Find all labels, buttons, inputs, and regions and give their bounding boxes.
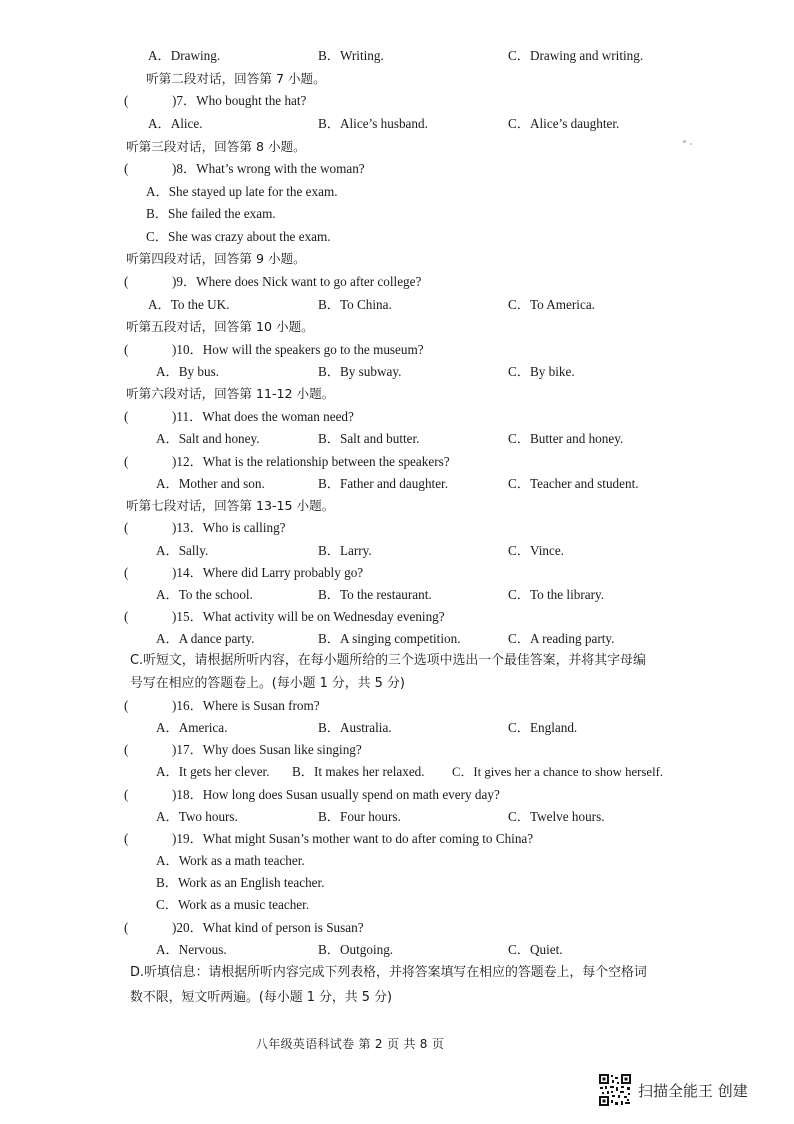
question-text: )8．What’s wrong with the woman? xyxy=(172,161,365,176)
question-text: )10．How will the speakers go to the museum? xyxy=(172,342,424,357)
option-b: B．It makes her relaxed. xyxy=(292,764,425,779)
option-c: C．A reading party. xyxy=(508,631,615,646)
option-a: A．Mother and son. xyxy=(156,476,265,491)
section-c-heading: C.听短文，请根据所听内容，在每小题所给的三个选项中选出一个最佳答案，并将其字母编 xyxy=(130,653,646,668)
question-text: )13．Who is calling? xyxy=(172,520,286,535)
watermark-text: 扫描全能王 创建 xyxy=(638,1081,748,1100)
question-text: )11．What does the woman need? xyxy=(172,409,354,424)
answer-paren: ( xyxy=(124,342,129,357)
option-b: B．Salt and butter. xyxy=(318,431,420,446)
option-c: C．To America. xyxy=(508,297,595,312)
option-a: A．By bus. xyxy=(156,364,220,379)
section-instruction: 听第五段对话，回答第 10 小题。 xyxy=(126,319,314,334)
option-c: C．England. xyxy=(508,720,578,735)
option-c: C．Twelve hours. xyxy=(508,809,605,824)
option-a: A．Salt and honey. xyxy=(156,431,260,446)
question-13 xyxy=(124,519,286,537)
option-c: C．Butter and honey. xyxy=(508,431,624,446)
question-18 xyxy=(124,786,500,804)
answer-paren: ( xyxy=(124,742,129,757)
question-12 xyxy=(124,453,450,471)
answer-paren: ( xyxy=(124,831,129,846)
option-a: A．To the school. xyxy=(156,587,253,602)
section-d-heading: D.听填信息：请根据所听内容完成下列表格，并将答案填写在相应的答题卷上，每个空格词 xyxy=(130,965,647,980)
answer-paren: ( xyxy=(124,161,129,176)
option-b: B．To China. xyxy=(318,297,392,312)
answer-paren: ( xyxy=(124,409,129,424)
option-a: A．Sally. xyxy=(156,543,209,558)
page-footer: 八年级英语科试卷 第 2 页 共 8 页 xyxy=(256,1037,445,1051)
option-b: B．Larry. xyxy=(318,543,372,558)
question-text: )16．Where is Susan from? xyxy=(172,698,320,713)
question-text: )20．What kind of person is Susan? xyxy=(172,920,364,935)
option-c: C．Alice’s daughter. xyxy=(508,116,620,131)
question-17 xyxy=(124,741,362,759)
question-16 xyxy=(124,697,320,715)
option-b: B．Outgoing. xyxy=(318,942,394,957)
scan-speck xyxy=(683,140,686,143)
option-c: C．It gives her a chance to show herself. xyxy=(452,765,664,779)
question-text: )18．How long does Susan usually spend on math every day? xyxy=(172,787,500,802)
option-a: A．Nervous. xyxy=(156,942,227,957)
answer-paren: ( xyxy=(124,565,129,580)
option-c: C．To the library. xyxy=(508,587,605,602)
question-11 xyxy=(124,408,354,426)
section-instruction: 听第四段对话，回答第 9 小题。 xyxy=(126,251,306,266)
answer-paren: ( xyxy=(124,609,129,624)
option-c: C．Drawing and writing. xyxy=(508,48,644,63)
option-b: B．Writing. xyxy=(318,48,384,63)
question-19 xyxy=(124,830,533,848)
question-text: )15．What activity will be on Wednesday evening? xyxy=(172,609,445,624)
option-b: B．By subway. xyxy=(318,364,402,379)
question-text: )17．Why does Susan like singing? xyxy=(172,742,362,757)
answer-paren: ( xyxy=(124,93,129,108)
answer-paren: ( xyxy=(124,698,129,713)
option-b: B．A singing competition. xyxy=(318,631,461,646)
question-text: )7．Who bought the hat? xyxy=(172,93,307,108)
option-a: A．Drawing. xyxy=(148,48,221,63)
section-d-heading-line2: 数不限，短文听两遍。(每小题 1 分，共 5 分) xyxy=(130,990,392,1005)
question-8 xyxy=(124,160,365,178)
option-c: C．Teacher and student. xyxy=(508,476,639,491)
option-c: C．By bike. xyxy=(508,364,575,379)
question-text: )12．What is the relationship between the speakers? xyxy=(172,454,450,469)
question-14 xyxy=(124,564,363,582)
question-7 xyxy=(124,92,306,110)
option-a: A．Alice. xyxy=(148,116,203,131)
answer-paren: ( xyxy=(124,454,129,469)
option-b: B．Alice’s husband. xyxy=(318,116,428,131)
question-text: )9．Where does Nick want to go after college? xyxy=(172,274,422,289)
option-c: C．Quiet. xyxy=(508,942,563,957)
section-instruction: 听第二段对话，回答第 7 小题。 xyxy=(146,71,326,86)
option-c: C．Vince. xyxy=(508,543,564,558)
option-a: A．Work as a math teacher. xyxy=(156,853,305,868)
question-15 xyxy=(124,608,445,626)
option-a: A．Two hours. xyxy=(156,809,238,824)
answer-paren: ( xyxy=(124,274,129,289)
answer-paren: ( xyxy=(124,520,129,535)
option-b: B．To the restaurant. xyxy=(318,587,432,602)
option-a: A．It gets her clever. xyxy=(156,764,270,779)
option-a: A．She stayed up late for the exam. xyxy=(146,184,338,199)
scanner-watermark xyxy=(598,1073,748,1107)
question-text: )19．What might Susan’s mother want to do after coming to China? xyxy=(172,831,534,846)
section-instruction: 听第三段对话，回答第 8 小题。 xyxy=(126,139,306,154)
question-text: )14．Where did Larry probably go? xyxy=(172,565,364,580)
scan-speck xyxy=(690,143,692,145)
section-c-heading-line2: 号写在相应的答题卷上。(每小题 1 分，共 5 分) xyxy=(130,676,405,691)
qr-code-icon xyxy=(598,1073,632,1107)
section-instruction: 听第七段对话，回答第 13-15 小题。 xyxy=(126,498,335,513)
option-b: B．Work as an English teacher. xyxy=(156,875,325,890)
answer-paren: ( xyxy=(124,787,129,802)
option-c: C．She was crazy about the exam. xyxy=(146,229,331,244)
section-instruction: 听第六段对话，回答第 11-12 小题。 xyxy=(126,386,335,401)
option-a: A．A dance party. xyxy=(156,631,255,646)
option-b: B．She failed the exam. xyxy=(146,206,276,221)
question-20 xyxy=(124,919,364,937)
option-a: A．To the UK. xyxy=(148,297,230,312)
question-9 xyxy=(124,273,421,291)
answer-paren: ( xyxy=(124,920,129,935)
option-b: B．Australia. xyxy=(318,720,392,735)
option-c: C．Work as a music teacher. xyxy=(156,897,310,912)
question-10 xyxy=(124,341,424,359)
option-a: A．America. xyxy=(156,720,228,735)
option-b: B．Father and daughter. xyxy=(318,476,449,491)
option-b: B．Four hours. xyxy=(318,809,401,824)
